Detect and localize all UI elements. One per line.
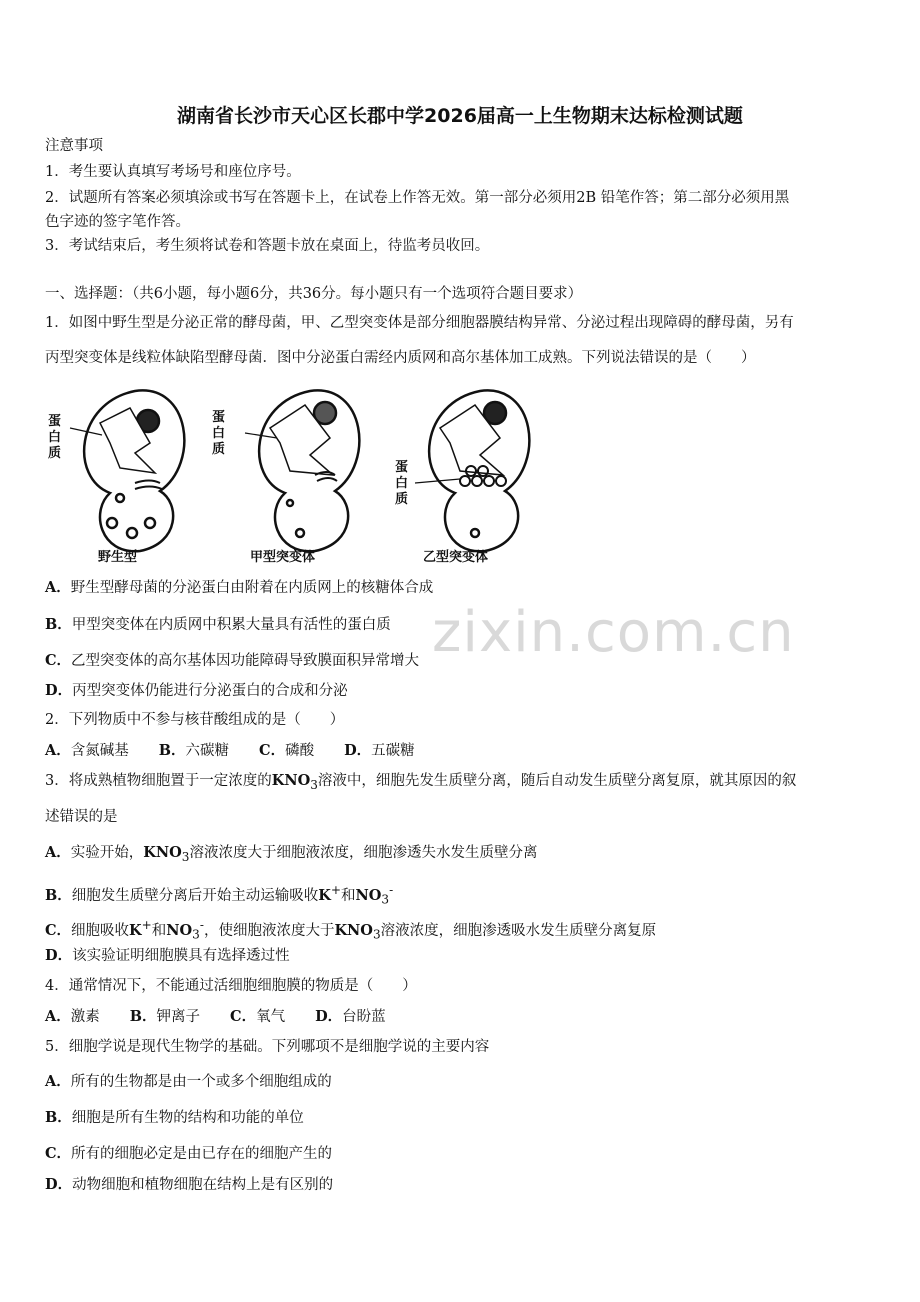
q5-option-c: C．所有的细胞必定是由已存在的细胞产生的	[45, 1145, 333, 1162]
q4-options	[45, 1007, 386, 1027]
q2-options	[45, 741, 415, 761]
protein-label-a-3: 质	[212, 442, 226, 457]
q1-option-a: A．野生型酵母菌的分泌蛋白由附着在内质网上的核糖体合成	[45, 579, 434, 596]
q4-stem: 4．通常情况下，不能通过活细胞细胞膜的物质是（ ）	[45, 978, 417, 994]
protein-label-wild-2: 白	[48, 430, 62, 445]
q1-stem-line2: 丙型突变体是线粒体缺陷型酵母菌．图中分泌蛋白需经内质网和高尔基体加工成熟。下列说法错误的是（ ）	[45, 350, 756, 366]
q3-stem-line1: 3．将成熟植物细胞置于一定浓度的$KNO_3$溶液中，细胞先发生质壁分离，随后自动发生质壁分离复原，就其原因的叙	[45, 772, 797, 792]
caption-wild-type: 野生型	[98, 550, 138, 565]
protein-label-b-2: 白	[395, 476, 409, 491]
yeast-cell-figure	[40, 383, 540, 572]
q2-option-b: B．六碳糖	[158, 742, 230, 759]
q2-option-a: A．含氮碱基	[45, 742, 129, 759]
type-b-mutant-cell	[429, 390, 529, 551]
q1-option-d: D．丙型突变体仍能进行分泌蛋白的合成和分泌	[45, 682, 348, 699]
q3-option-a: A．实验开始，$KNO_3$溶液浓度大于细胞液浓度，细胞渗透失水发生质壁分离	[45, 844, 538, 864]
q2-stem: 2．下列物质中不参与核苷酸组成的是（ ）	[45, 712, 345, 728]
caption-type-b: 乙型突变体	[423, 550, 489, 565]
q3-option-d: D．该实验证明细胞膜具有选择透过性	[45, 947, 290, 964]
notice-heading: 注意事项	[45, 138, 103, 154]
q5-option-d: D．动物细胞和植物细胞在结构上是有区别的	[45, 1176, 334, 1193]
type-a-mutant-cell	[259, 390, 359, 551]
q5-option-b: B．细胞是所有生物的结构和功能的单位	[45, 1109, 304, 1126]
caption-type-a: 甲型突变体	[250, 550, 316, 565]
protein-label-wild-3: 质	[48, 446, 62, 461]
q5-option-a: A．所有的生物都是由一个或多个细胞组成的	[45, 1073, 332, 1090]
protein-label-wild: 蛋	[48, 414, 62, 429]
q1-option-b: B．甲型突变体在内质网中积累大量具有活性的蛋白质	[45, 616, 391, 633]
yeast-cells-svg	[40, 383, 540, 568]
q4-option-c: C．氧气	[230, 1008, 286, 1025]
protein-label-a-2: 白	[212, 426, 226, 441]
q5-stem: 5．细胞学说是现代生物学的基础。下列哪项不是细胞学说的主要内容	[45, 1039, 490, 1055]
section-heading: 一、选择题：（共6小题，每小题6分，共36分。每小题只有一个选项符合题目要求）	[45, 286, 583, 302]
notice-item-1: 1．考生要认真填写考场号和座位序号。	[45, 164, 301, 180]
q4-option-a: A．激素	[45, 1008, 100, 1025]
protein-label-b-3: 质	[395, 492, 409, 507]
notice-item-3: 3．考试结束后，考生须将试卷和答题卡放在桌面上，待监考员收回。	[45, 238, 490, 254]
wild-type-cell	[84, 390, 184, 551]
q3-option-c: C．细胞吸收K+和$NO_3^-$，使细胞液浓度大于$KNO_3$溶液浓度，细胞渗透吸水发生质壁分离复原	[45, 918, 657, 942]
q4-option-d: D．台盼蓝	[315, 1008, 386, 1025]
q2-option-c: C．磷酸	[259, 742, 315, 759]
protein-label-b: 蛋	[395, 460, 409, 475]
exam-title: 湖南省长沙市天心区长郡中学2026届高一上生物期末达标检测试题	[177, 105, 743, 127]
protein-label-a: 蛋	[212, 410, 226, 425]
q4-option-b: B．钾离子	[129, 1008, 201, 1025]
q3-stem-line2: 述错误的是	[45, 809, 118, 825]
notice-item-2-cont: 色字迹的签字笔作答。	[45, 214, 190, 230]
q2-option-d: D．五碳糖	[344, 742, 415, 759]
watermark: zixin.com.cn	[432, 600, 795, 665]
q1-option-c: C．乙型突变体的高尔基体因功能障碍导致膜面积异常增大	[45, 652, 420, 669]
notice-item-2: 2．试题所有答案必须填涂或书写在答题卡上，在试卷上作答无效。第一部分必须用2B 铅笔作答；第二部分必须用黑	[45, 190, 790, 206]
q1-stem-line1: 1．如图中野生型是分泌正常的酵母菌，甲、乙型突变体是部分细胞器膜结构异常、分泌过程出现障碍的酵母菌，另有	[45, 315, 794, 331]
q3-option-b: B．细胞发生质壁分离后开始主动运输吸收K+和$NO_3^-$	[45, 883, 394, 907]
